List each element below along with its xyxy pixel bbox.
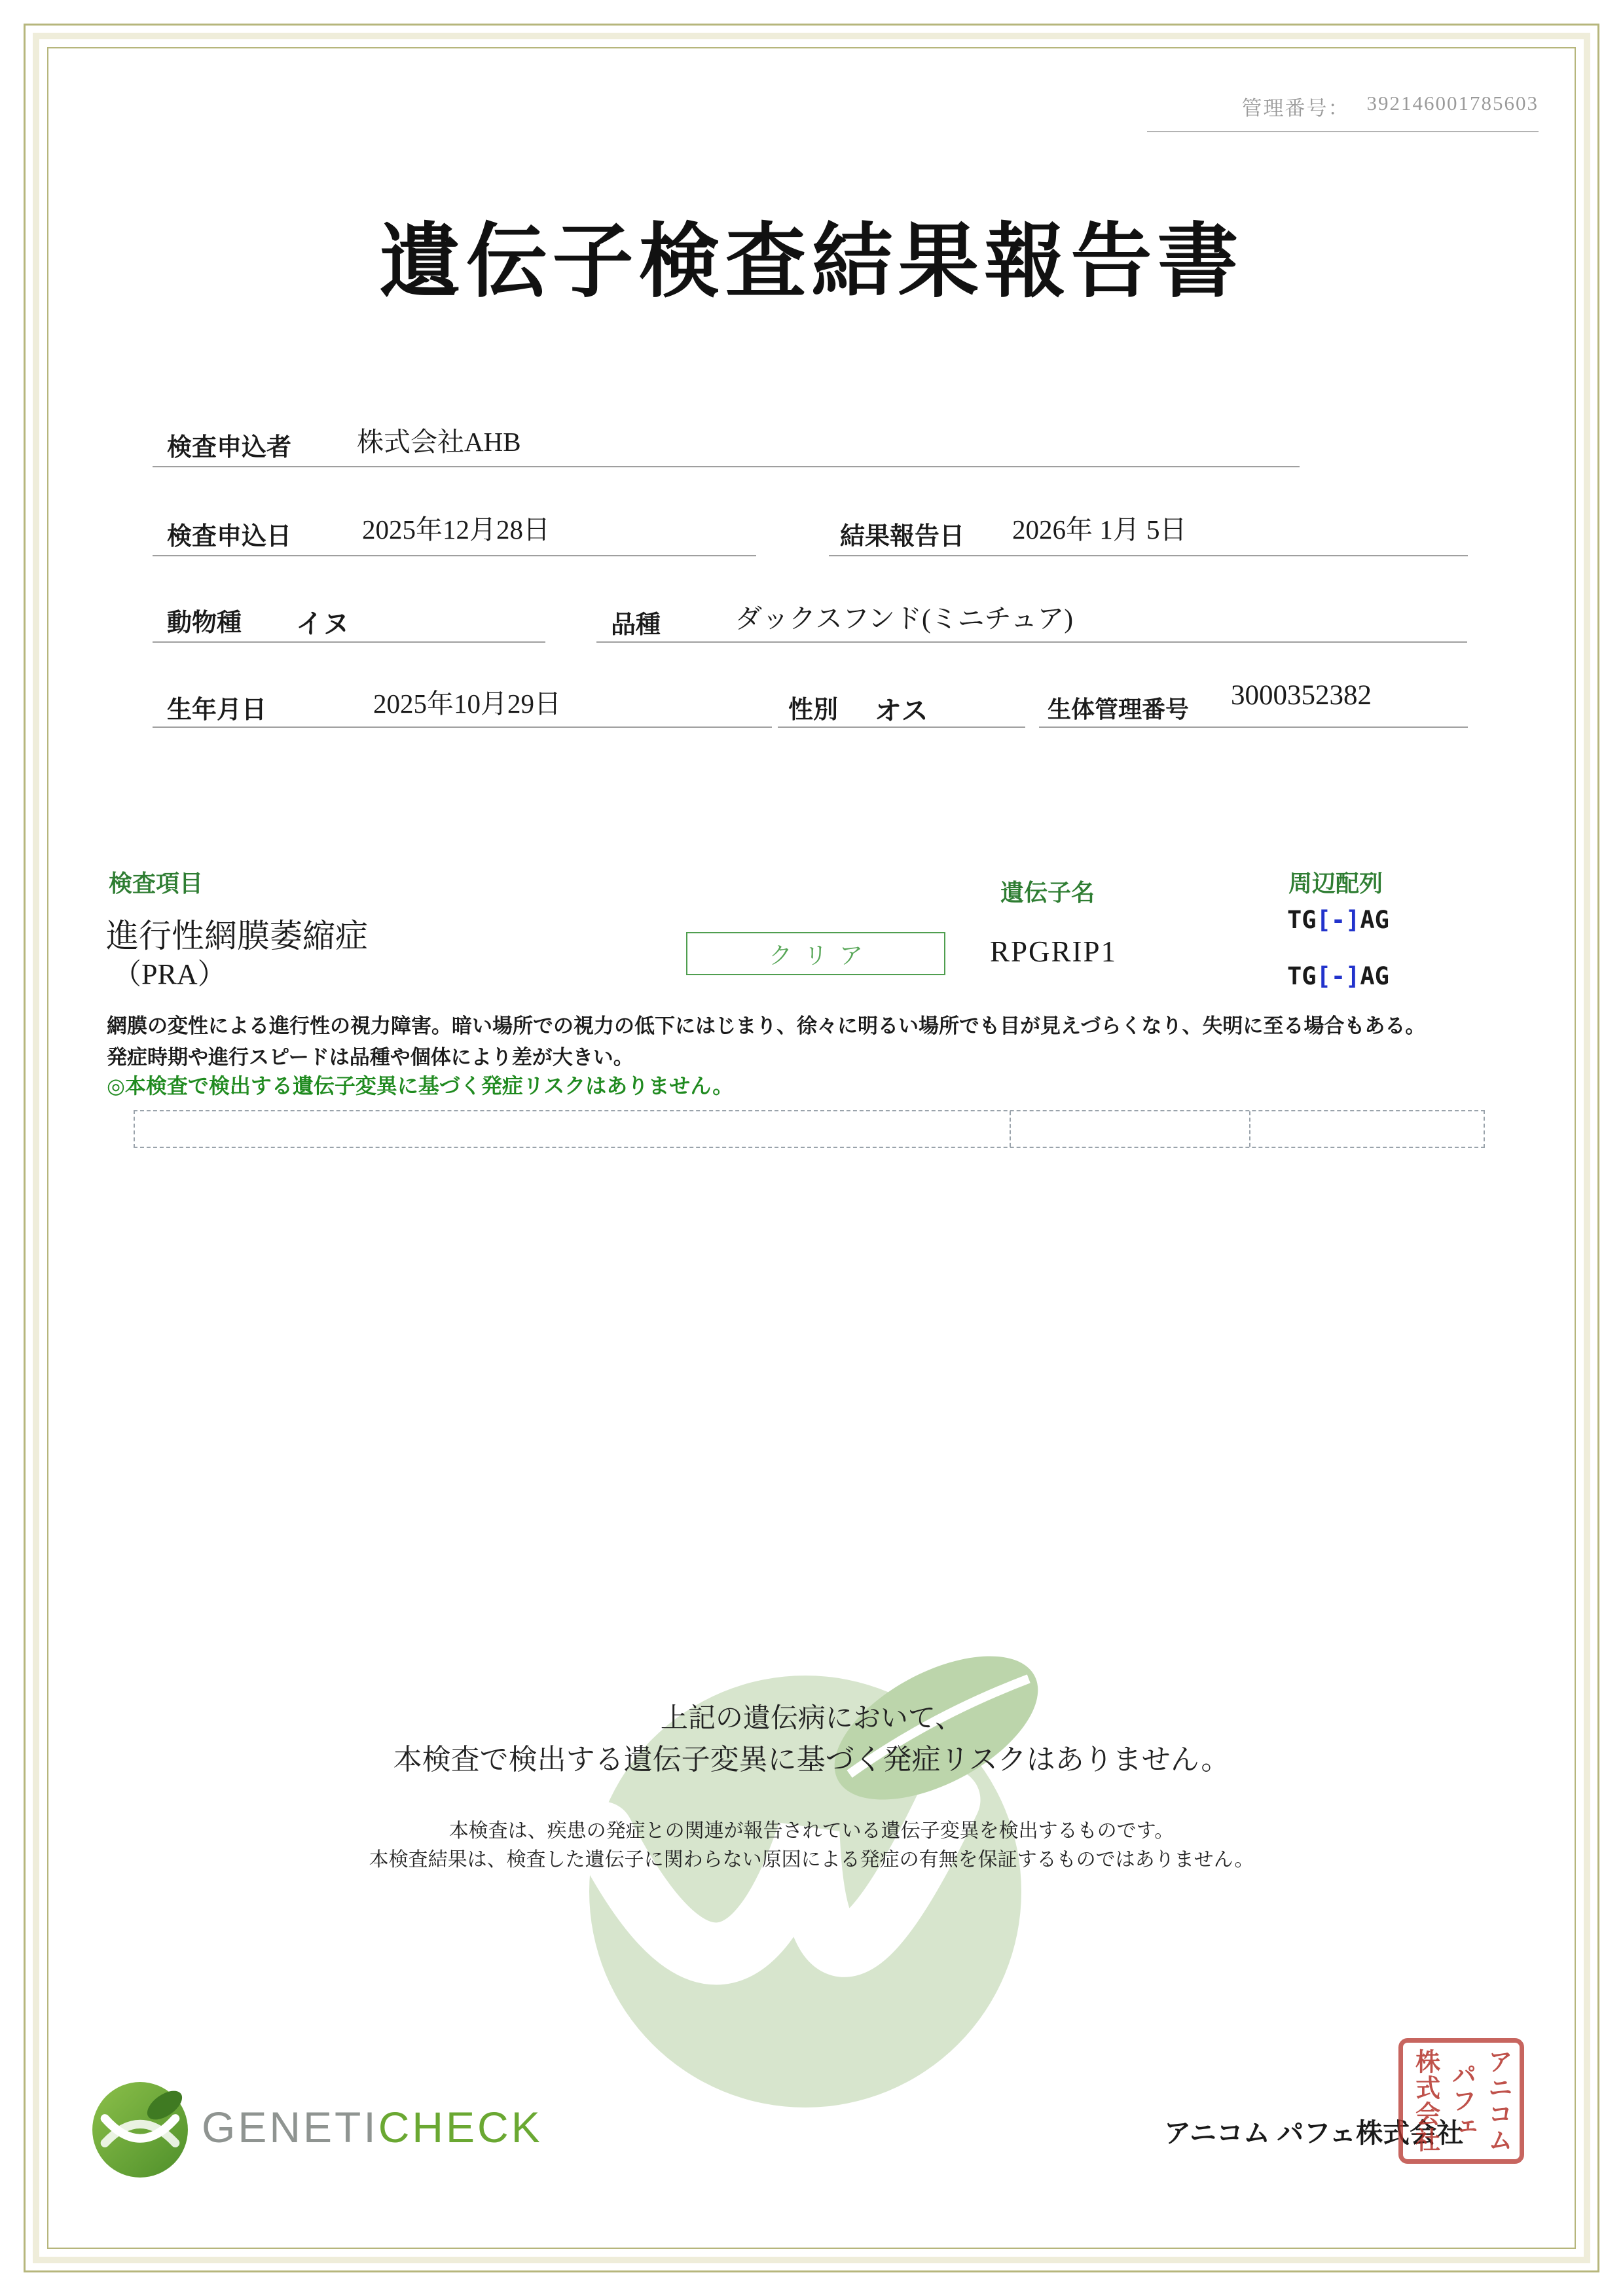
result-box [686,932,945,975]
species-label: 動物種 [167,609,242,637]
breed-label: 品種 [611,611,661,639]
management-number-label: 管理番号： [1241,97,1350,120]
management-number-row [1048,92,1539,121]
species-underline [153,641,545,643]
breed-value: ダックスフンド(ミニチュア) [735,603,1074,634]
sex-label: 性別 [788,696,839,724]
report-date-underline [829,555,1468,556]
logo-text-check: CHECK [378,2103,543,2151]
sex-underline [778,726,1025,728]
risk-note: ◎本検査で検出する遺伝子変異に基づく発症リスクはありません。 [107,1074,734,1098]
apply-date-label: 検査申込日 [167,523,292,550]
empty-row-divider-1 [1010,1111,1011,1147]
company-seal [1398,2038,1524,2164]
body-id-underline [1039,726,1468,728]
disease-description-line2: 発症時期や進行スピードは品種や個体により差が大きい。 [107,1046,634,1069]
body-id-label: 生体管理番号 [1048,696,1190,723]
disease-name: 進行性網膜萎縮症 [106,918,368,954]
result-value: クリア [768,942,875,969]
sequence-line-1 [1287,906,1389,934]
breed-underline [596,641,1467,643]
disease-description-line1: 網膜の変性による進行性の視力障害。暗い場所での視力の低下にはじまり、徐々に明るい場所でも目が見えづらくなり、失明に至る場合もある。 [107,1014,1426,1037]
sequence-1-pre: TG [1287,906,1317,934]
summary-note-2: 本検査結果は、検査した遺伝子に関わらない原因による発症の有無を保証するものではありません。 [369,1849,1254,1871]
apply-date-underline [153,555,756,556]
birth-date-label: 生年月日 [167,696,267,724]
report-date-value: 2026年 1月 5日 [1012,514,1187,545]
sex-value: オス [875,696,928,726]
birth-date-value: 2025年10月29日 [373,689,561,719]
applicant-value: 株式会社AHB [357,427,521,457]
gene-name-header: 遺伝子名 [1000,880,1095,906]
management-number-underline [1147,131,1539,132]
geneticheck-logo-icon [90,2080,190,2179]
sequence-line-2 [1287,962,1389,990]
management-number-value: 392146001785603 [1366,92,1539,115]
empty-row-divider-2 [1249,1111,1250,1147]
company-name: アニコム パフェ株式会社 [1164,2118,1464,2148]
report-title: 遺伝子検査結果報告書 [379,217,1244,307]
sequence-2-pre: TG [1287,962,1317,990]
seal-column-1: アニコム [1484,2049,1512,2153]
summary-line-1: 上記の遺伝病において、 [660,1702,963,1733]
disease-abbreviation: （PRA） [113,958,227,990]
sequence-header: 周辺配列 [1288,870,1383,897]
watermark-brand-icon [543,1617,1067,2140]
sequence-2-post: AG [1360,962,1389,990]
applicant-label: 検査申込者 [167,434,292,461]
sequence-1-post: AG [1360,906,1389,934]
birth-date-underline [153,726,772,728]
applicant-underline [153,466,1300,467]
report-date-label: 結果報告日 [840,523,965,550]
sequence-1-mutation: [-] [1316,906,1360,934]
body-id-value: 3000352382 [1231,680,1372,711]
seal-column-2: パフェ [1447,2062,1475,2140]
summary-note-1: 本検査は、疾患の発症との関連が報告されている遺伝子変異を検出するものです。 [448,1820,1175,1842]
sequence-2-mutation: [-] [1316,962,1360,990]
summary-line-2: 本検査で検出する遺伝子変異に基づく発症リスクはありません。 [393,1744,1230,1776]
seal-column-3: 株式会社 [1411,2049,1439,2153]
species-value: イヌ [296,609,350,639]
apply-date-value: 2025年12月28日 [362,514,550,545]
geneticheck-logo-text [202,2102,543,2152]
empty-result-row [134,1110,1485,1148]
gene-name-value: RPGRIP1 [990,935,1118,968]
test-item-header: 検査項目 [109,870,204,897]
logo-text-geneti: GENETI [202,2103,378,2151]
